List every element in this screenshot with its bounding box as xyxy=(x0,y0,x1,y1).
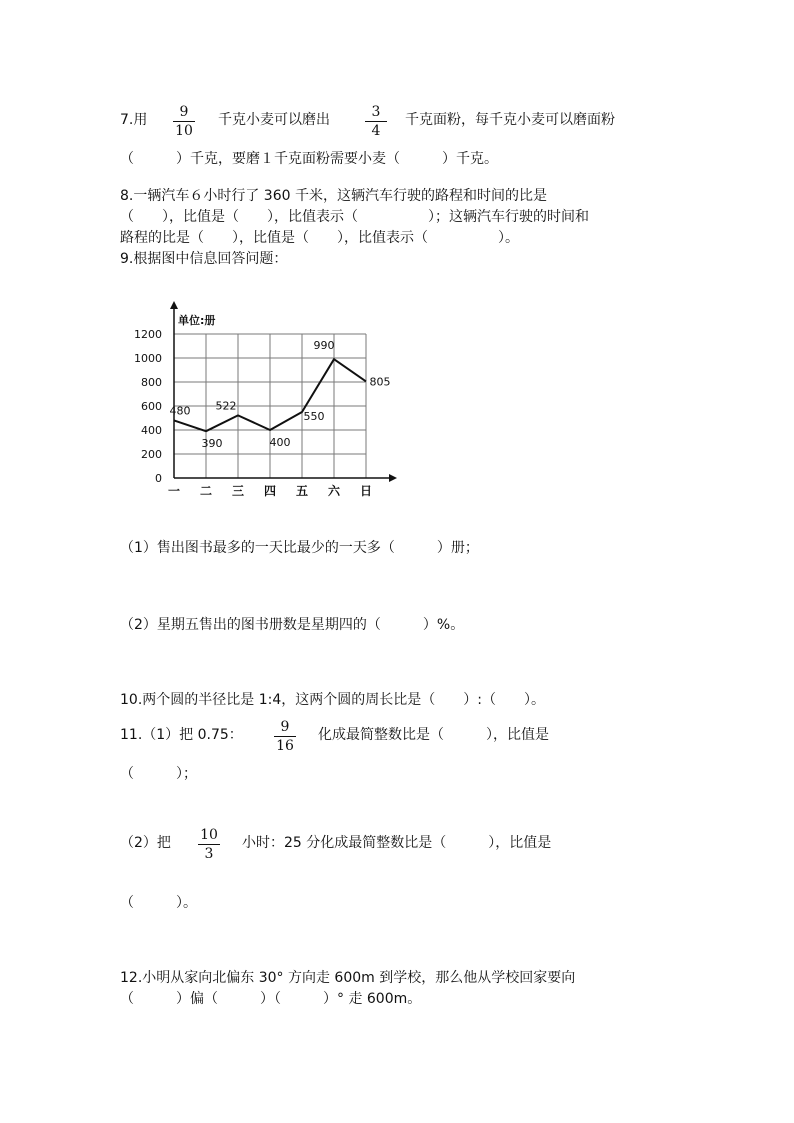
q11-fraction-2-denominator: 3 xyxy=(204,846,214,862)
data-label: 990 xyxy=(313,339,335,353)
q7-text-part2: 千克小麦可以磨出 xyxy=(218,112,330,128)
x-category-label: 二 xyxy=(199,484,213,498)
y-tick-label: 1200 xyxy=(134,328,162,341)
q11-fraction-1-denominator: 16 xyxy=(276,738,294,754)
q7-fraction-2-numerator: 3 xyxy=(371,104,381,120)
q10-line1: 10.两个圆的半径比是 1:4，这两个圆的周长比是（ ）:（ ）。 xyxy=(120,692,545,708)
q7-fraction-1 xyxy=(171,104,197,139)
fraction-bar xyxy=(198,844,220,845)
q11-p2-line2: （ ）。 xyxy=(120,895,197,911)
q7-fraction-2 xyxy=(363,104,389,139)
data-label: 480 xyxy=(169,404,191,418)
q12-line1: 12.小明从家向北偏东 30° 方向走 600m 到学校，那么他从学校回家要向 xyxy=(120,970,576,986)
q7-text-part1: 7.用 xyxy=(120,112,148,128)
q11-fraction-1-numerator: 9 xyxy=(280,719,290,735)
x-category-label: 一 xyxy=(167,484,181,498)
fraction-bar xyxy=(365,121,387,122)
q11-p1-line2: （ ）； xyxy=(120,766,197,782)
q7-fraction-1-denominator: 10 xyxy=(175,123,193,139)
q8-line1: 8.一辆汽车６小时行了 360 千米，这辆汽车行驶的路程和时间的比是 xyxy=(120,188,547,204)
y-tick-label: 800 xyxy=(141,376,162,389)
x-category-label: 四 xyxy=(263,484,277,498)
q9-sub1: （1）售出图书最多的一天比最少的一天多（ ）册； xyxy=(120,540,479,556)
q11-fraction-2 xyxy=(196,827,222,862)
data-label: 400 xyxy=(269,436,291,449)
y-tick-label: 400 xyxy=(141,424,162,437)
q11-p1-suffix: 化成最简整数比是（ ），比值是 xyxy=(318,727,549,743)
y-tick-label: 600 xyxy=(141,400,162,413)
q11-fraction-1 xyxy=(272,719,298,754)
data-labels xyxy=(170,339,391,450)
chart-axes xyxy=(170,301,397,482)
x-category-label: 六 xyxy=(327,484,341,498)
y-tick-label: 200 xyxy=(141,448,162,461)
x-category-label: 日 xyxy=(359,484,373,498)
q9-title: 9.根据图中信息回答问题： xyxy=(120,251,288,267)
x-category-label: 三 xyxy=(231,484,245,498)
q12-line2: （ ）偏（ ）（ ）° 走 600m。 xyxy=(120,991,422,1007)
q11-p2-prefix: （2）把 xyxy=(120,835,171,851)
q8-line2: （ ），比值是（ ），比值表示（ ）；这辆汽车行驶的时间和 xyxy=(120,209,589,225)
y-tick-labels xyxy=(134,328,162,485)
x-axis-arrow-icon xyxy=(389,474,397,482)
book-sales-line-chart xyxy=(120,300,410,500)
y-axis-unit-label: 单位:册 xyxy=(178,314,216,327)
q7-fraction-1-numerator: 9 xyxy=(179,104,189,120)
q11-p2-suffix: 小时：25 分化成最简整数比是（ ），比值是 xyxy=(242,835,552,851)
data-label: 522 xyxy=(215,399,237,413)
x-category-label: 五 xyxy=(295,484,309,498)
fraction-bar xyxy=(173,121,195,122)
q7-text-part3: 千克面粉，每千克小麦可以磨面粉 xyxy=(405,112,615,128)
q11-p1-prefix: 11.（1）把 0.75： xyxy=(120,727,243,743)
q9-sub2: （2）星期五售出的图书册数是星期四的（ ）%。 xyxy=(120,617,465,633)
data-label: 390 xyxy=(201,437,223,451)
y-axis-arrow-icon xyxy=(170,301,178,309)
x-category-labels xyxy=(168,483,372,498)
data-label: 805 xyxy=(369,375,391,389)
y-tick-label: 0 xyxy=(155,472,162,485)
q7-line2: （ ）千克，要磨１千克面粉需要小麦（ ）千克。 xyxy=(120,151,498,167)
chart-grid xyxy=(174,334,366,478)
q7-fraction-2-denominator: 4 xyxy=(371,123,381,139)
fraction-bar xyxy=(274,736,296,737)
q8-line3: 路程的比是（ ），比值是（ ），比值表示（ ）。 xyxy=(120,230,519,246)
y-tick-label: 1000 xyxy=(134,352,162,365)
data-label: 550 xyxy=(303,410,325,423)
q11-fraction-2-numerator: 10 xyxy=(200,827,218,843)
